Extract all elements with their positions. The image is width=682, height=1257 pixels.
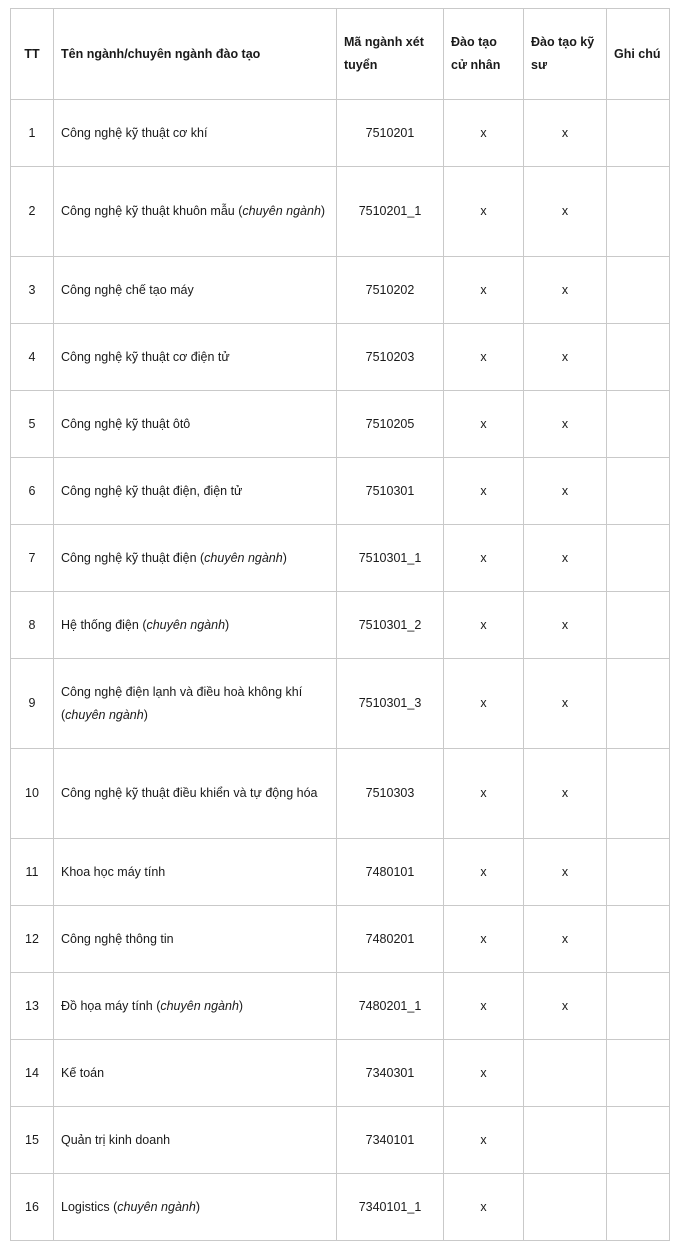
row-engineer-mark: x [524,973,607,1040]
row-engineer-mark: x [524,324,607,391]
row-engineer-mark: x [524,525,607,592]
row-code: 7340101_1 [337,1174,444,1241]
program-suffix: chuyên ngành [117,1199,196,1214]
table-row [11,1174,670,1241]
row-bachelor-mark: x [444,458,524,525]
table-row [11,906,670,973]
table-row [11,973,670,1040]
row-name [54,1107,337,1174]
row-tt: 10 [11,749,54,839]
row-note [607,839,670,906]
row-name [54,391,337,458]
row-code: 7510202 [337,257,444,324]
program-name: Quản trị kinh doanh [61,1132,171,1147]
row-name: Công nghệ kỹ thuật điện (chuyên ngành) [54,525,337,592]
row-code: 7510201_1 [337,167,444,257]
program-name: Công nghệ kỹ thuật khuôn mẫu [61,204,235,218]
table-row [11,1040,670,1107]
row-name: Hệ thống điện (chuyên ngành) [54,592,337,659]
row-tt: 8 [11,592,54,659]
row-tt: 4 [11,324,54,391]
row-note [607,100,670,167]
program-suffix: chuyên ngành [242,204,321,218]
row-note [607,1040,670,1107]
header-note: Ghi chú [607,9,670,100]
row-engineer-mark: x [524,458,607,525]
row-note [607,391,670,458]
row-note [607,659,670,749]
row-name: Công nghệ kỹ thuật khuôn mẫu (chuyên ngành) [54,167,337,257]
row-code: 7510301_1 [337,525,444,592]
table-row [11,839,670,906]
row-code: 7510301_2 [337,592,444,659]
row-note [607,592,670,659]
row-note [607,749,670,839]
row-tt: 1 [11,100,54,167]
row-bachelor-mark: x [444,167,524,257]
row-name: Công nghệ điện lạnh và điều hoà không khí (chuyên ngành) [54,659,337,749]
program-name: Kế toán [61,1065,105,1080]
table-row [11,525,670,592]
row-bachelor-mark: x [444,659,524,749]
row-name [54,458,337,525]
row-code: 7510301_3 [337,659,444,749]
row-tt: 7 [11,525,54,592]
row-note [607,973,670,1040]
row-bachelor-mark: x [444,973,524,1040]
program-suffix: chuyên ngành [204,550,283,565]
row-code: 7480201 [337,906,444,973]
row-bachelor-mark: x [444,324,524,391]
row-engineer-mark: x [524,391,607,458]
table-header [11,9,670,100]
program-name: Công nghệ kỹ thuật điện, điện tử [61,483,243,498]
program-name: Công nghệ kỹ thuật điều khiển và tự động hóa [61,786,318,800]
row-engineer-mark [524,1040,607,1107]
program-suffix: chuyên ngành [160,998,239,1013]
row-engineer-mark: x [524,906,607,973]
table-row [11,257,670,324]
row-engineer-mark: x [524,592,607,659]
row-tt: 9 [11,659,54,749]
header-name: Tên ngành/chuyên ngành đào tạo [54,9,337,100]
program-name: Hệ thống điện [61,617,139,632]
row-code: 7510303 [337,749,444,839]
row-engineer-mark: x [524,839,607,906]
row-name [54,839,337,906]
row-note [607,257,670,324]
row-tt: 11 [11,839,54,906]
row-bachelor-mark: x [444,100,524,167]
row-engineer-mark: x [524,167,607,257]
row-bachelor-mark: x [444,525,524,592]
row-name [54,100,337,167]
row-note [607,458,670,525]
header-row [11,9,670,100]
program-name: Công nghệ kỹ thuật cơ điện tử [61,349,230,364]
row-tt: 5 [11,391,54,458]
row-code: 7510201 [337,100,444,167]
row-name [54,1040,337,1107]
table-row [11,659,670,749]
row-code: 7480101 [337,839,444,906]
program-suffix: chuyên ngành [65,707,144,722]
row-code: 7510205 [337,391,444,458]
row-engineer-mark: x [524,749,607,839]
row-engineer-mark: x [524,257,607,324]
row-name: Đồ họa máy tính (chuyên ngành) [54,973,337,1040]
program-name: Công nghệ chế tạo máy [61,282,194,297]
program-name: Công nghệ điện lạnh và điều hoà không khí [61,684,303,699]
table-row [11,458,670,525]
row-bachelor-mark: x [444,749,524,839]
row-engineer-mark: x [524,100,607,167]
table-body [11,100,670,1241]
table-row [11,1107,670,1174]
program-name: Khoa học máy tính [61,864,166,879]
row-tt: 14 [11,1040,54,1107]
row-note [607,906,670,973]
row-note [607,167,670,257]
row-tt: 2 [11,167,54,257]
row-code: 7340101 [337,1107,444,1174]
row-bachelor-mark: x [444,257,524,324]
row-bachelor-mark: x [444,1040,524,1107]
row-note [607,1107,670,1174]
row-bachelor-mark: x [444,839,524,906]
row-name [54,906,337,973]
row-name: Logistics (chuyên ngành) [54,1174,337,1241]
row-note [607,324,670,391]
program-name: Công nghệ kỹ thuật cơ khí [61,125,208,140]
row-tt: 15 [11,1107,54,1174]
row-name [54,257,337,324]
header-tt: TT [11,9,54,100]
row-bachelor-mark: x [444,1107,524,1174]
header-bachelor: Đào tạo cử nhân [444,9,524,100]
row-bachelor-mark: x [444,592,524,659]
table-row [11,100,670,167]
row-tt: 6 [11,458,54,525]
row-tt: 12 [11,906,54,973]
program-name: Logistics [61,1199,110,1214]
row-code: 7340301 [337,1040,444,1107]
header-code: Mã ngành xét tuyển [337,9,444,100]
program-name: Công nghệ thông tin [61,931,174,946]
table-row [11,324,670,391]
row-tt: 13 [11,973,54,1040]
table-row [11,167,670,257]
row-bachelor-mark: x [444,906,524,973]
program-name: Công nghệ kỹ thuật điện [61,550,197,565]
program-name: Công nghệ kỹ thuật ôtô [61,416,191,431]
row-tt: 3 [11,257,54,324]
row-engineer-mark [524,1107,607,1174]
row-tt: 16 [11,1174,54,1241]
programs-table [10,8,670,1241]
row-name [54,749,337,839]
row-code: 7510203 [337,324,444,391]
row-note [607,1174,670,1241]
table-row [11,391,670,458]
row-engineer-mark [524,1174,607,1241]
row-code: 7480201_1 [337,973,444,1040]
header-engineer: Đào tạo kỹ sư [524,9,607,100]
program-suffix: chuyên ngành [146,617,226,632]
row-name [54,324,337,391]
row-code: 7510301 [337,458,444,525]
row-bachelor-mark: x [444,1174,524,1241]
program-name: Đồ họa máy tính [61,998,153,1013]
table-row [11,592,670,659]
row-bachelor-mark: x [444,391,524,458]
row-engineer-mark: x [524,659,607,749]
row-note [607,525,670,592]
table-row [11,749,670,839]
